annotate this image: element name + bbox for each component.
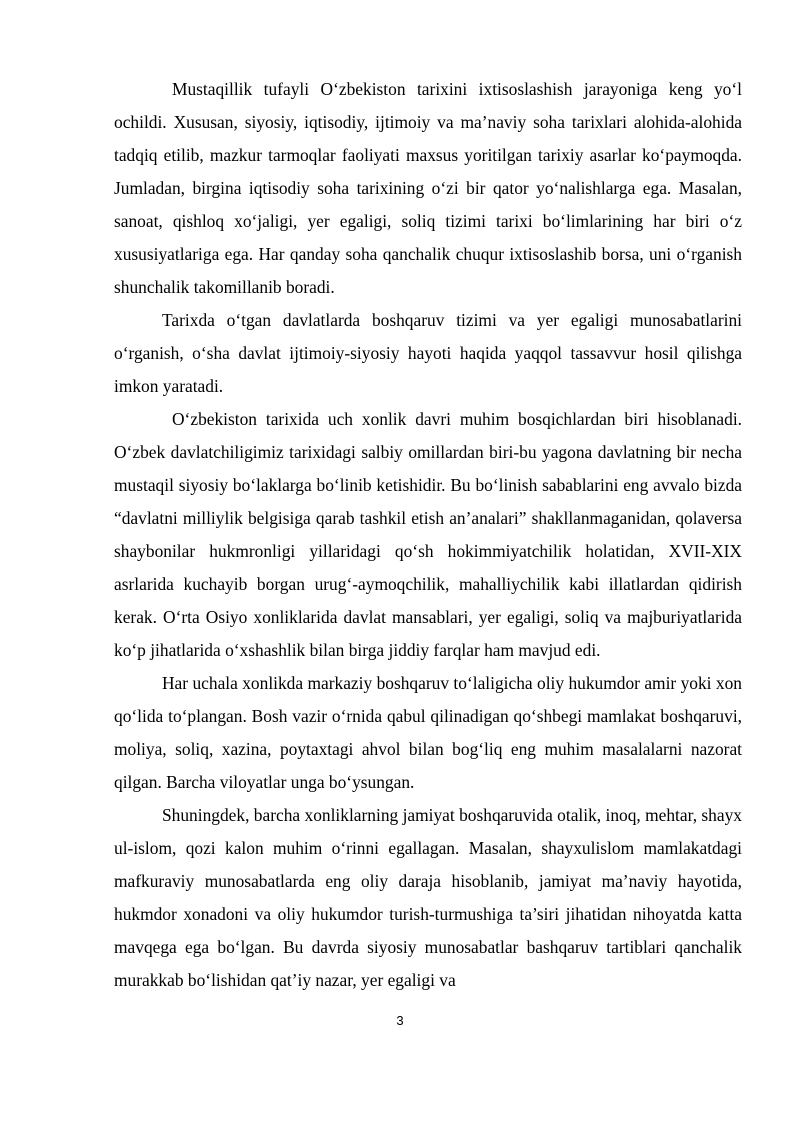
- paragraph-governance-study: Tarixda o‘tgan davlatlarda boshqaruv tizimi va yer egaligi munosabatlarini o‘rganish, o‘sha davlat ijtimoiy-siyosiy hayoti haqida yaqqol tassavvur hosil qilishga imkon yaratadi.: [114, 310, 742, 396]
- paragraph-officials: Shuningdek, barcha xonliklarning jamiyat boshqaruvida otalik, inoq, mehtar, shayx ul-islom, qozi kalon muhim o‘rinni egallagan. Masalan, shayxulislom mamlakatdagi mafkuraviy munosabatlarda eng oliy daraja hisoblanib, jamiyat ma’naviy hayotida, hukmdor xonadoni va oliy hukumdor turish-turmushiga ta’siri jihatidan nihoyatda katta mavqega ega bo‘lgan. Bu davrda siyosiy munosabatlar bashqaruv tartiblari qanchalik murakkab bo‘lishidan qat’iy nazar, yer egaligi va: [114, 805, 742, 990]
- paragraph-three-khanates: O‘zbekiston tarixida uch xonlik davri muhim bosqichlardan biri hisoblanadi. O‘zbek davlatchiligimiz tarixidagi salbiy omillardan biri-bu yagona davlatning bir necha mustaqil siyosiy bo‘laklarga bo‘linib ketishidir. Bu bo‘linish sabablarini eng avvalo bizda “davlatni milliylik belgisiga qarab tashkil etish an’analari” shakllanmaganidan, qolaversa shaybonilar hukmronligi yillaridagi qo‘sh hokimmiyatchilik holatidan, XVII-XIX asrlarida kuchayib borgan urug‘-aymoqchilik, mahalliychilik kabi illatlardan qidirish kerak. O‘rta Osiyo xonliklarida davlat mansablari, yer egaligi, soliq va majburiyatlarida ko‘p jihatlarida o‘xshashlik bilan birga jiddiy farqlar ham mavjud edi.: [114, 409, 742, 660]
- paragraph-central-administration: Har uchala xonlikda markaziy boshqaruv to‘laligicha oliy hukumdor amir yoki xon qo‘lida to‘plangan. Bosh vazir o‘rnida qabul qilinadigan qo‘shbegi mamlakat boshqaruvi, moliya, soliq, xazina, poytaxtagi ahvol bilan bog‘liq eng muhim masalalarni nazorat qilgan. Barcha viloyatlar unga bo‘ysungan.: [114, 673, 742, 792]
- page-number: 3: [396, 1013, 404, 1028]
- body-text: [114, 73, 742, 997]
- paragraph-independence-history: Mustaqillik tufayli O‘zbekiston tarixini ixtisoslashish jarayoniga keng yo‘l ochildi. Xususan, siyosiy, iqtisodiy, ijtimoiy va ma’naviy soha tarixlari alohida-alohida tadqiq etilib, mazkur tarmoqlar faoliyati maxsus yoritilgan tarixiy asarlar ko‘paymoqda. Jumladan, birgina iqtisodiy soha tarixining o‘zi bir qator yo‘nalishlarga ega. Masalan, sanoat, qishloq xo‘jaligi, yer egaligi, soliq tizimi tarixi bo‘limlarining har biri o‘z xususiyatlariga ega. Har qanday soha qanchalik chuqur ixtisoslashib borsa, uni o‘rganish shunchalik takomillanib boradi.: [114, 79, 742, 297]
